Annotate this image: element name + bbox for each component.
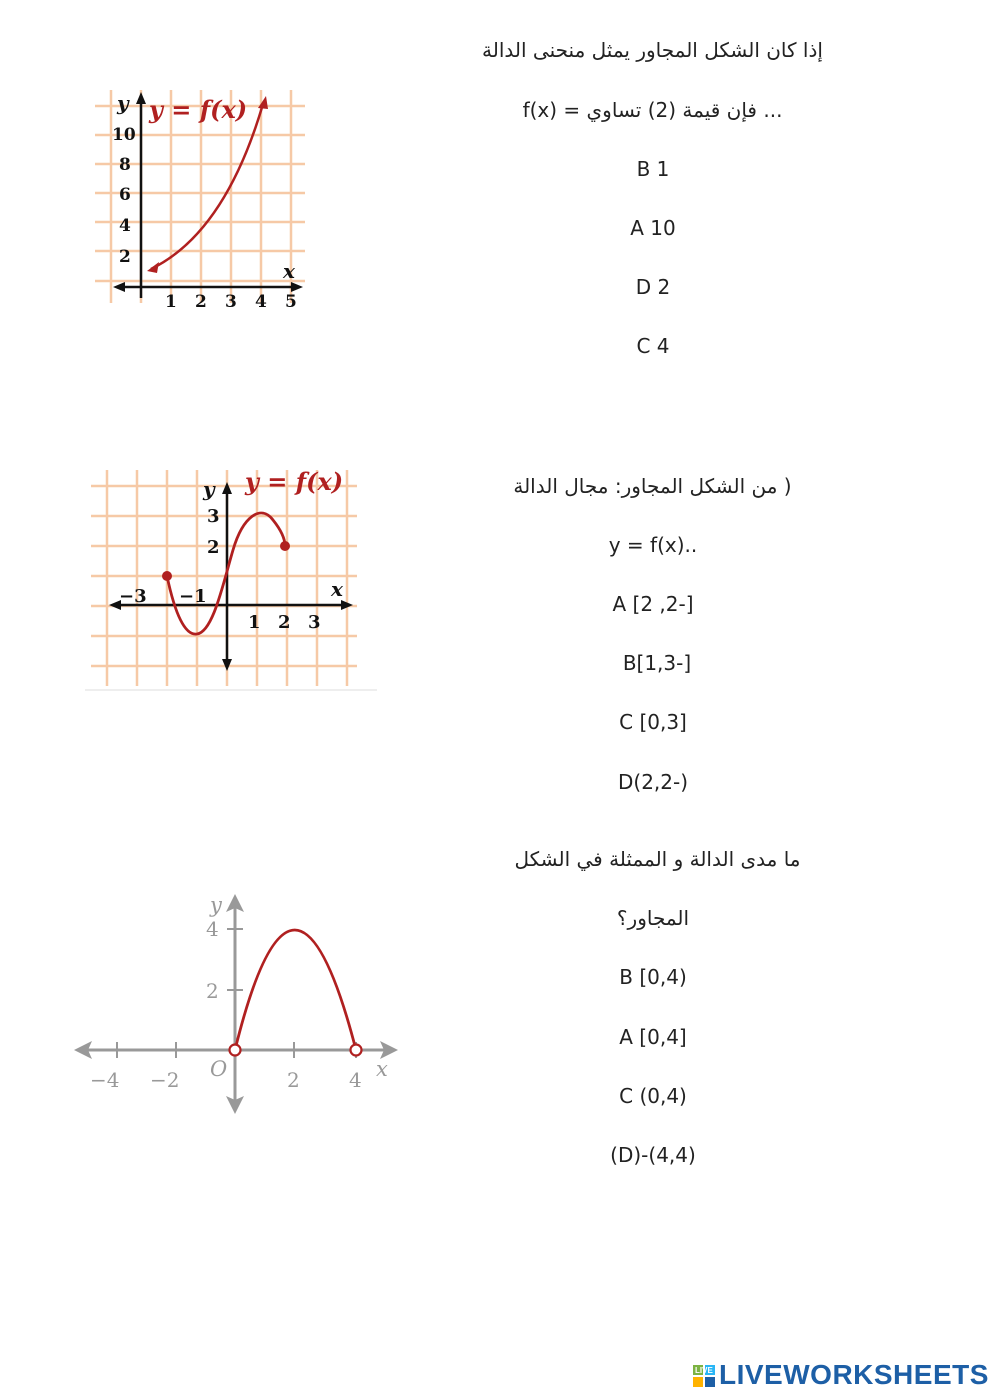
q3-x-axis-label: x [376,1057,388,1081]
q1-option-b: B 1 [636,157,670,181]
q1-x-tick: 4 [255,292,267,312]
q2-y-tick: 2 [207,537,220,558]
q1-y-tick: 10 [112,125,136,145]
q2-y-tick: 3 [207,506,220,527]
q2-endpoint-right [280,541,290,551]
liveworksheets-mark-icon [693,1365,715,1387]
q2-x-tick-right: 2 [278,612,291,633]
q3-x-tick: −4 [90,1068,120,1092]
q2-y-arrow-up [222,482,232,494]
liveworksheets-mark-letters: LIVE [695,1366,713,1375]
q1-y-axis-label: y [117,91,129,115]
q3-open-point-left [230,1045,241,1056]
q1-x-arrow-left [113,282,125,292]
q1-y-tick: 8 [119,155,131,175]
q3-x-tick: −2 [150,1068,180,1092]
liveworksheets-brand: LIVEWORKSHEETS [719,1359,989,1390]
q3-line-1: ما مدى الدالة و الممثلة في الشكل [514,847,801,871]
q3-open-point-right [351,1045,362,1056]
q2-line-1: من الشكل المجاور: مجال الدالة ) [513,474,792,498]
q2-option-a: A [2 ,2-] [612,592,694,616]
q1-curve [151,104,263,269]
q2-x-tick-left: −1 [179,586,207,607]
q3-y-tick: 2 [206,979,219,1003]
q1-y-tick: 2 [119,247,131,267]
q2-y-axis-label: y [203,477,215,501]
q2-option-c: C [0,3] [619,710,687,734]
q2-endpoint-left [162,571,172,581]
q2-line-2: y = f(x).. [608,533,698,557]
q3-x-tick: 2 [287,1068,300,1092]
q3-origin-label: O [210,1057,228,1081]
q1-curve-arrow-end [258,96,268,109]
q2-function-label: y = f(x) [245,467,344,496]
q1-x-axis-label: x [283,259,295,283]
q1-x-tick: 1 [165,292,177,312]
q3-option-c: C (0,4) [619,1084,687,1108]
q1-option-c: C 4 [636,334,670,358]
q1-line-2: f(x) = فإن قيمة (2) تساوي ... [522,98,783,122]
q1-option-d: D 2 [635,275,671,299]
q1-curve-arrow-start [147,262,159,273]
q1-y-tick: 6 [119,185,131,205]
q1-x-tick: 5 [285,292,297,312]
q3-option-a: A [0,4] [619,1025,687,1049]
q2-option-b: B[1,3-] [622,651,692,675]
q3-option-b: B [0,4) [619,965,687,989]
q1-y-arrow [136,92,146,104]
q3-curve [235,930,356,1050]
q2-x-tick-left: −3 [119,586,147,607]
q1-y-tick: 4 [119,216,131,236]
q2-x-tick-right: 1 [248,612,261,633]
q3-line-2: المجاور؟ [616,906,690,930]
q3-y-axis-label: y [210,893,222,917]
q1-x-tick: 3 [225,292,237,312]
liveworksheets-logo[interactable] [693,1360,993,1390]
q3-y-tick: 4 [206,917,219,941]
q3-x-tick: 4 [349,1068,362,1092]
q2-x-tick-right: 3 [308,612,321,633]
q1-option-a: A 10 [630,216,676,240]
q1-x-tick: 2 [195,292,207,312]
q1-line-1: إذا كان الشكل المجاور يمثل منحنى الدالة [482,38,823,62]
q2-graph [85,464,380,694]
q2-x-axis-label: x [331,577,343,601]
q3-graph [70,890,405,1122]
q3-option-d: (D)-(4,4) [610,1143,696,1167]
q1-graph [85,88,335,326]
q1-x-arrow-right [291,282,303,292]
q2-option-d: D(2,2-) [617,770,689,794]
q1-function-label: y = f(x) [149,95,248,124]
